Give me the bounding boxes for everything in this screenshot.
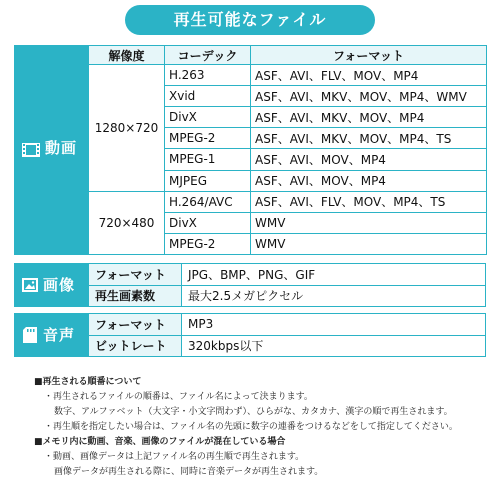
audio-label	[14, 313, 88, 357]
codec-cell: MPEG-2	[165, 128, 251, 149]
note-line: ・動画、画像データは上記ファイル名の再生順で再生されます。	[44, 452, 305, 462]
image-value-cell: 最大2.5メガピクセル	[182, 285, 486, 307]
video-table	[88, 45, 487, 255]
format-cell: WMV	[251, 212, 487, 233]
header-codec: コーデック	[165, 46, 251, 65]
table-row	[89, 65, 487, 86]
audio-key-cell: ビットレート	[89, 335, 182, 357]
table-row	[89, 191, 487, 212]
codec-cell: H.263	[165, 65, 251, 86]
note-line: ・再生されるファイルの順番は、ファイル名によって決まります。	[44, 392, 313, 402]
codec-cell: MPEG-1	[165, 149, 251, 170]
video-label	[14, 45, 88, 255]
note-line: 画像データが再生される際に、同時に音楽データが再生されます。	[54, 467, 324, 477]
codec-cell: H.264/AVC	[165, 191, 251, 212]
table-header-row	[89, 46, 487, 65]
film-icon	[22, 143, 40, 157]
audio-value-cell: MP3	[182, 314, 486, 336]
title-bar	[0, 0, 500, 38]
image-label	[14, 263, 88, 307]
note-line: 数字、アルファベット（大文字・小文字問わず）、ひらがな、カタカナ、漢字の順で再生されます。	[54, 407, 453, 417]
image-key-cell: フォーマット	[89, 264, 182, 286]
page-title: 再生可能なファイル	[173, 10, 327, 29]
resolution-cell: 720×480	[89, 191, 165, 254]
header-resolution: 解像度	[89, 46, 165, 65]
table-row	[89, 314, 486, 336]
format-cell: ASF、AVI、MOV、MP4	[251, 170, 487, 191]
image-label-text: 画像	[43, 276, 76, 294]
audio-value-cell: 320kbps以下	[182, 335, 486, 357]
format-cell: ASF、AVI、FLV、MOV、MP4	[251, 65, 487, 86]
audio-table	[88, 313, 486, 357]
codec-cell: MPEG-2	[165, 233, 251, 254]
codec-cell: DivX	[165, 107, 251, 128]
format-cell: WMV	[251, 233, 487, 254]
audio-key-cell: フォーマット	[89, 314, 182, 336]
audio-label-text: 音声	[43, 326, 76, 344]
image-value-cell: JPG、BMP、PNG、GIF	[182, 264, 486, 286]
image-table	[88, 263, 486, 307]
note-heading: ■メモリ内に動画、音楽、画像のファイルが混在している場合	[34, 437, 286, 447]
picture-icon	[22, 278, 38, 292]
image-key-cell: 再生画素数	[89, 285, 182, 307]
notes	[34, 375, 484, 480]
format-cell: ASF、AVI、MOV、MP4	[251, 149, 487, 170]
table-row	[89, 285, 486, 307]
note-line: ・再生順を指定したい場合は、ファイル名の先頭に数字の連番をつけるなどをして指定してください。	[44, 422, 458, 432]
note-heading: ■再生される順番について	[34, 377, 142, 387]
memory-card-icon	[23, 327, 37, 343]
codec-cell: DivX	[165, 212, 251, 233]
resolution-cell: 1280×720	[89, 65, 165, 192]
format-cell: ASF、AVI、MKV、MOV、MP4、TS	[251, 128, 487, 149]
format-cell: ASF、AVI、FLV、MOV、MP4、TS	[251, 191, 487, 212]
table-row	[89, 264, 486, 286]
codec-cell: MJPEG	[165, 170, 251, 191]
header-format: フォーマット	[251, 46, 487, 65]
format-cell: ASF、AVI、MKV、MOV、MP4	[251, 107, 487, 128]
codec-cell: Xvid	[165, 86, 251, 107]
format-cell: ASF、AVI、MKV、MOV、MP4、WMV	[251, 86, 487, 107]
video-label-text: 動画	[45, 139, 78, 157]
table-row	[89, 335, 486, 357]
